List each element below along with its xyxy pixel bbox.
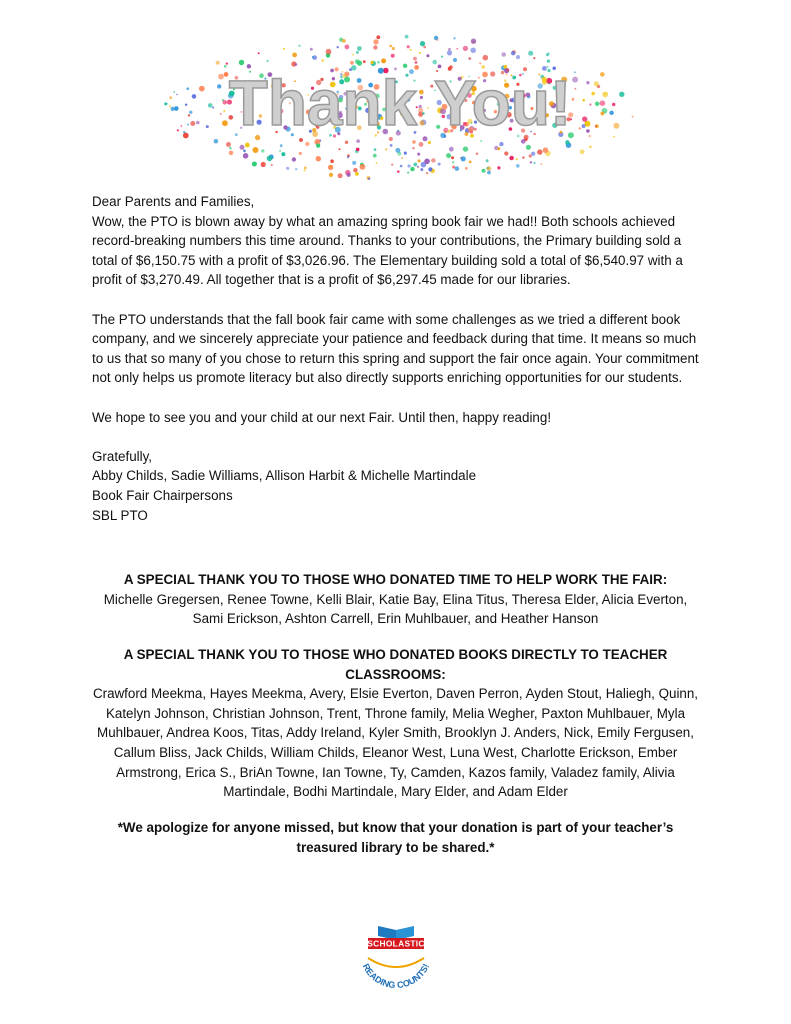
confetti-dot <box>283 48 285 50</box>
confetti-dot <box>187 124 189 126</box>
confetti-dot <box>487 166 492 171</box>
confetti-dot <box>533 162 535 164</box>
closing: Gratefully, <box>92 448 153 464</box>
confetti-dot <box>245 143 250 148</box>
confetti-dot <box>426 172 428 174</box>
confetti-dot <box>448 48 451 51</box>
confetti-dot <box>540 163 542 165</box>
confetti-dot <box>373 154 377 158</box>
confetti-dot <box>586 81 589 84</box>
confetti-dot <box>321 59 324 62</box>
confetti-dot <box>572 98 575 101</box>
confetti-dot <box>196 121 200 125</box>
confetti-dot <box>413 57 417 61</box>
confetti-dot <box>499 142 503 146</box>
confetti-dot <box>281 152 285 156</box>
book-donors-section <box>88 645 703 802</box>
confetti-dot <box>224 65 227 68</box>
volunteers-names: Michelle Gregersen, Renee Towne, Kelli Blair, Katie Bay, Elina Titus, Theresa Elder, Alicia Everton, Sami Erickson, Ashton Carrell, Erin Muhlbauer, and Heather Hanson <box>103 591 688 627</box>
signer-org: SBL PTO <box>92 507 148 523</box>
confetti-dot <box>546 53 549 56</box>
confetti-dot <box>594 81 599 86</box>
confetti-dot <box>401 157 403 159</box>
confetti-dot <box>404 152 407 155</box>
confetti-dot <box>350 61 354 65</box>
confetti-dot <box>589 146 592 149</box>
confetti-dot <box>511 51 516 56</box>
confetti-dot <box>347 156 349 158</box>
confetti-dot <box>420 168 423 171</box>
confetti-dot <box>530 161 532 163</box>
confetti-dot <box>431 158 435 162</box>
confetti-dot <box>516 158 518 160</box>
confetti-dot <box>376 162 378 164</box>
confetti-dot <box>376 35 380 39</box>
confetti-dot <box>183 133 189 139</box>
confetti-dot <box>316 144 320 148</box>
confetti-dot <box>613 136 615 138</box>
confetti-dot <box>574 71 576 73</box>
confetti-dot <box>413 163 417 167</box>
confetti-dot <box>471 39 476 44</box>
confetti-dot <box>356 139 360 143</box>
book-donors-names: Crawford Meekma, Hayes Meekma, Avery, Elsie Everton, Daven Perron, Ayden Stout, Haliegh, Quinn, Katelyn Johnson, Christian Johnson, Trent, Throne family, Melia Wegher, Paxton Muhlbauer, Myla Muhlbauer, Andrea Koos, Titas, Addy Ireland, Kyler Smith, Brooklyn J. Anders, Nick, Emily Fergusen, Callum Bliss, Jack Childs, William Childs, Eleanor West, Luna West, Charlotte Erickson, Ember Armstrong, Erica S., BriAn Towne, Ian Towne, Ty, Camden, Kazos family, Valadez family, Alivia Martindale, Bodhi Martindale, Mary Elder, and Adam Elder <box>92 686 699 800</box>
confetti-dot <box>456 48 458 50</box>
confetti-dot <box>374 148 377 151</box>
confetti-dot <box>292 53 297 58</box>
confetti-dot <box>206 125 209 128</box>
confetti-dot <box>352 54 354 56</box>
confetti-dot <box>632 116 634 118</box>
confetti-dot <box>595 125 598 128</box>
confetti-dot <box>338 173 343 178</box>
confetti-dot <box>258 52 260 54</box>
confetti-dot <box>253 147 259 153</box>
confetti-dot <box>373 45 377 49</box>
confetti-dot <box>337 46 339 48</box>
confetti-dot <box>345 141 348 144</box>
confetti-dot <box>582 99 585 102</box>
confetti-dot <box>582 116 587 121</box>
confetti-dot <box>497 147 500 150</box>
confetti-dot <box>391 54 395 58</box>
confetti-dot <box>243 150 246 153</box>
confetti-dot <box>412 147 414 149</box>
book-donors-heading: A SPECIAL THANK YOU TO THOSE WHO DONATED BOOKS DIRECTLY TO TEACHER CLASSROOMS: <box>123 647 668 682</box>
brand-tagline: READING COUNTS! <box>360 961 432 991</box>
confetti-dot <box>347 173 351 177</box>
confetti-dot <box>602 92 608 98</box>
confetti-dot <box>391 164 393 166</box>
confetti-dot <box>295 63 298 66</box>
confetti-dot <box>218 74 224 80</box>
confetti-dot <box>449 147 454 152</box>
confetti-dot <box>486 159 489 162</box>
confetti-dot <box>352 161 356 165</box>
confetti-dot <box>452 166 455 169</box>
confetti-dot <box>619 92 624 97</box>
confetti-dot <box>479 62 481 64</box>
confetti-dot <box>531 152 535 156</box>
confetti-dot <box>266 60 268 62</box>
confetti-dot <box>303 169 305 171</box>
confetti-dot <box>390 144 393 147</box>
confetti-dot <box>220 113 222 115</box>
confetti-dot <box>465 167 468 170</box>
confetti-dot <box>329 173 333 177</box>
confetti-dot <box>483 55 489 61</box>
confetti-dot <box>417 166 419 168</box>
confetti-dot <box>441 56 443 58</box>
confetti-dot <box>426 54 429 57</box>
confetti-dot <box>214 139 219 144</box>
confetti-dot <box>400 165 403 168</box>
confetti-dot <box>588 135 590 137</box>
confetti-dot <box>470 48 476 54</box>
thank-you-banner <box>150 30 650 190</box>
confetti-dot <box>176 94 178 96</box>
confetti-dot <box>446 153 451 158</box>
confetti-dot <box>575 88 577 90</box>
confetti-dot <box>240 145 245 150</box>
letter-body <box>92 192 702 525</box>
confetti-dot <box>212 106 214 108</box>
confetti-dot <box>613 123 619 129</box>
confetti-dot <box>292 157 296 161</box>
brand-name: SCHOLASTIC <box>367 938 425 949</box>
confetti-dot <box>497 166 500 169</box>
confetti-dot <box>353 168 357 172</box>
confetti-dot <box>586 129 590 133</box>
confetti-dot <box>601 112 605 116</box>
confetti-dot <box>373 39 378 44</box>
confetti-dot <box>342 39 346 43</box>
confetti-dot <box>572 77 578 83</box>
confetti-dot <box>385 148 387 150</box>
confetti-dot <box>392 47 395 50</box>
confetti-dot <box>229 147 231 149</box>
confetti-dot <box>330 159 334 163</box>
confetti-dot <box>447 50 452 55</box>
confetti-dot <box>389 45 392 48</box>
confetti-dot <box>582 124 586 128</box>
confetti-dot <box>395 148 400 153</box>
confetti-dot <box>363 60 366 63</box>
confetti-dot <box>223 110 225 112</box>
confetti-dot <box>224 72 229 77</box>
confetti-dot <box>326 49 332 55</box>
tagline-swoosh <box>368 958 424 967</box>
confetti-dot <box>516 55 520 59</box>
confetti-dot <box>189 111 192 114</box>
confetti-dot <box>463 46 468 51</box>
confetti-dot <box>368 178 370 180</box>
confetti-dot <box>261 149 264 152</box>
confetti-dot <box>419 142 424 147</box>
confetti-dot <box>345 45 350 50</box>
confetti-dot <box>356 51 359 54</box>
confetti-dot <box>267 156 273 162</box>
signers: Abby Childs, Sadie Williams, Allison Harbit & Michelle Martindale <box>92 468 477 484</box>
confetti-dot <box>226 142 231 147</box>
confetti-dot <box>407 45 410 48</box>
confetti-dot <box>169 96 172 99</box>
confetti-dot <box>424 159 430 165</box>
confetti-dot <box>432 60 437 65</box>
confetti-dot <box>407 172 409 174</box>
confetti-dot <box>239 60 244 65</box>
greeting: Dear Parents and Families, <box>92 194 255 209</box>
confetti-dot <box>377 61 380 64</box>
banner-title: Thank You! <box>228 67 572 139</box>
confetti-dot <box>428 167 432 171</box>
confetti-dot <box>595 102 600 107</box>
confetti-dot <box>305 142 309 146</box>
confetti-dot <box>463 146 468 151</box>
confetti-dot <box>533 57 535 59</box>
confetti-dot <box>600 100 606 106</box>
confetti-dot <box>509 156 514 161</box>
confetti-dot <box>171 107 175 111</box>
confetti-dot <box>357 61 362 66</box>
paragraph-next-fair: We hope to see you and your child at our next Fair. Until then, happy reading! <box>92 409 552 425</box>
confetti-dot <box>280 144 283 147</box>
confetti-dot <box>229 151 234 156</box>
confetti-dot <box>609 111 613 115</box>
confetti-dot <box>410 49 412 51</box>
confetti-dot <box>169 105 171 107</box>
confetti-dot <box>453 58 457 62</box>
confetti-dot <box>455 166 460 171</box>
confetti-dot <box>487 171 491 175</box>
confetti-dot <box>522 156 524 158</box>
confetti-dot <box>405 35 409 39</box>
confetti-dot <box>415 61 418 64</box>
confetti-dot <box>208 103 213 108</box>
confetti-dot <box>397 170 400 173</box>
confetti-dot <box>476 152 479 155</box>
confetti-dot <box>192 94 197 99</box>
confetti-dot <box>312 56 314 58</box>
confetti-dot <box>252 162 257 167</box>
confetti-dot <box>181 125 183 127</box>
confetti-dot <box>186 87 189 90</box>
confetti-dot <box>461 156 466 161</box>
confetti-dot <box>226 62 228 64</box>
confetti-dot <box>452 161 454 163</box>
confetti-dot <box>543 147 549 153</box>
volunteers-heading: A SPECIAL THANK YOU TO THOSE WHO DONATED TIME TO HELP WORK THE FAIR: <box>123 572 668 587</box>
confetti-dot <box>286 167 289 170</box>
confetti-dot <box>428 141 431 144</box>
confetti-dot <box>526 145 531 150</box>
confetti-dot <box>261 162 266 167</box>
confetti-dot <box>469 58 471 60</box>
confetti-dot <box>528 51 533 56</box>
confetti-dot <box>216 61 220 65</box>
paragraph-fall-fair: The PTO understands that the fall book fair came with some challenges as we tried a different book company, and we sincerely appreciate your patience and feedback during that time. It means so much to us that so many of you chose to return this spring and support the fair once again. Your commitment not only helps us promote literacy but also directly supports enriching opportunities for our students. <box>92 311 699 386</box>
confetti-dot <box>381 58 386 63</box>
confetti-dot <box>418 159 421 162</box>
confetti-dot <box>222 120 228 126</box>
confetti-dot <box>173 91 175 93</box>
confetti-dot <box>339 148 341 150</box>
confetti-dot <box>371 61 374 64</box>
confetti-dot <box>271 164 273 166</box>
confetti-dot <box>420 41 425 46</box>
confetti-dot <box>243 153 249 159</box>
confetti-dot <box>537 149 542 154</box>
confetti-dot <box>482 169 486 173</box>
confetti-dot <box>591 92 595 96</box>
confetti-dot <box>600 72 605 77</box>
confetti-dot <box>279 150 281 152</box>
confetti-dot <box>408 164 411 167</box>
confetti-dot <box>417 153 420 156</box>
confetti-dot <box>316 156 321 161</box>
confetti-dot <box>298 45 300 47</box>
apology-note: *We apologize for anyone missed, but know that your donation is part of your teacher’s treasured library to be shared.* <box>117 820 674 855</box>
confetti-dot <box>504 151 508 155</box>
confetti-dot <box>295 168 297 170</box>
confetti-dot <box>177 129 179 131</box>
confetti-dot <box>589 103 591 105</box>
confetti-dot <box>299 152 302 155</box>
confetti-dot <box>330 165 332 167</box>
confetti-dot <box>164 102 167 105</box>
confetti-dot <box>612 103 615 106</box>
confetti-dot <box>355 172 359 176</box>
confetti-dot <box>565 140 569 144</box>
volunteers-section <box>88 570 703 629</box>
confetti-dot <box>436 39 438 41</box>
confetti-dot <box>547 60 550 63</box>
confetti-dot <box>451 156 454 159</box>
scholastic-reading-counts-logo <box>338 918 454 1010</box>
confetti-dot <box>469 161 472 164</box>
confetti-dot <box>529 154 532 157</box>
confetti-dot <box>356 148 360 152</box>
confetti-dot <box>516 164 520 168</box>
confetti-dot <box>521 139 526 144</box>
confetti-dot <box>357 46 362 51</box>
confetti-dot <box>185 104 187 106</box>
confetti-dot <box>188 114 190 116</box>
confetti-dot <box>217 84 221 88</box>
confetti-dot <box>580 149 585 154</box>
confetti-dot <box>360 164 366 170</box>
confetti-dot <box>199 86 205 92</box>
confetti-dot <box>410 167 414 171</box>
confetti-dot <box>579 127 581 129</box>
confetti-dot <box>480 140 482 142</box>
confetti-dot <box>310 48 313 51</box>
confetti-dot <box>423 46 426 49</box>
confetti-dot <box>223 100 228 105</box>
confetti-dot <box>501 52 506 57</box>
signer-role: Book Fair Chairpersons <box>92 487 233 503</box>
confetti-dot <box>453 37 455 39</box>
paragraph-results: Wow, the PTO is blown away by what an amazing spring book fair we had!! Both schools achieved record-breaking numbers this time around. Thanks to your contributions, the Primary building sold a total of $6,150.75 with a profit of $3,026.96. The Elementary building sold a total of $6,540.97 with a profit of $3,270.49. All together that is a profit of $6,297.45 made for our libraries. <box>92 213 683 288</box>
confetti-dot <box>412 140 415 143</box>
confetti-dot <box>304 167 307 170</box>
confetti-dot <box>438 163 441 166</box>
confetti-dot <box>419 52 421 54</box>
confetti-dot <box>190 121 195 126</box>
